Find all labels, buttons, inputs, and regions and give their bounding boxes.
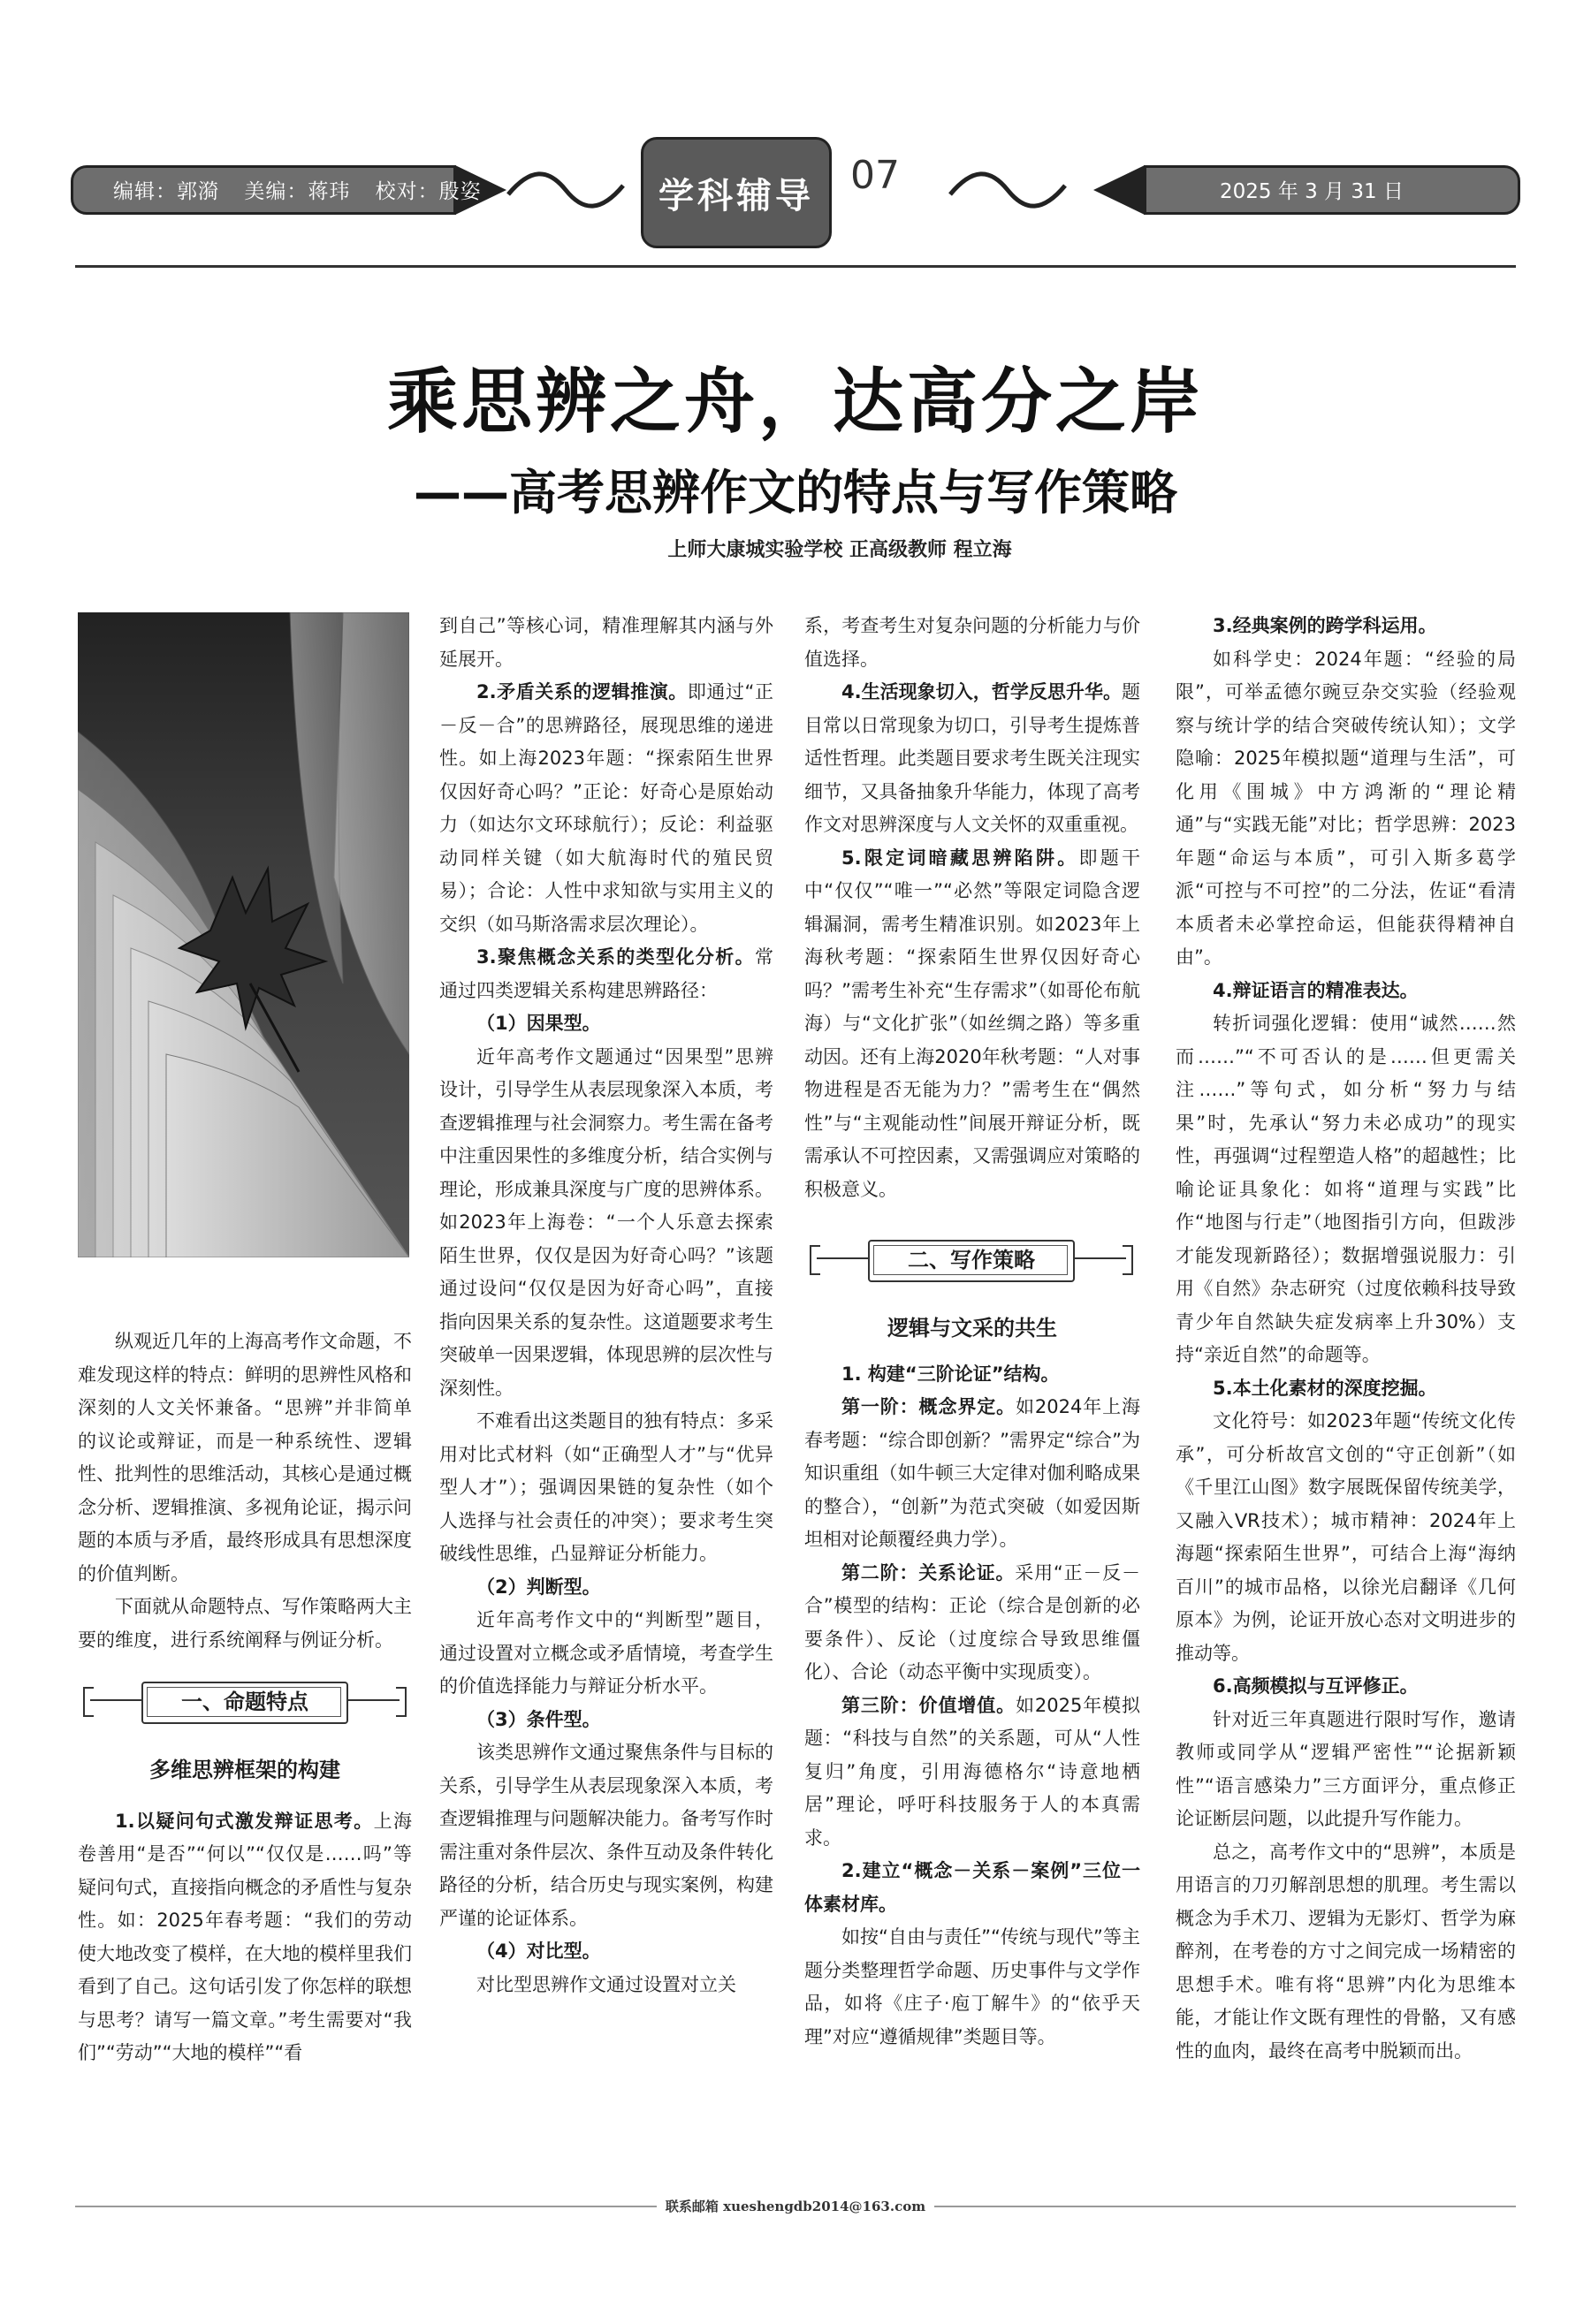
type-causal-paragraph-1: 近年高考作文题通过“因果型”思辨设计，引导学生从表层现象深入本质，考查逻辑推理与社会洞察力。考生需在备考中注重因果性的多维度分析，结合实例与理论，形成兼具深度与广度的思辨体系。如2023年上海卷：“一个人乐意去探索陌生世界，仅仅是因为好奇心吗？”该题通过设问“仅仅是因为好奇心吗”，直接指向因果关系的复杂性。这道题要求考生突破单一因果逻辑，体现思辨的层次性与深刻性。	[439, 1045, 773, 1399]
strategy-5-paragraph: 文化符号：如2023年题“传统文化传承”，可分析故宫文创的“守正创新”（如《千里江山图》数字展既保留传统美学，又融入VR技术）；城市精神：2024年上海题“探索陌生世界”，可结合上海“海纳百川”的城市品格，以徐光启翻译《几何原本》为例，论证开放心态对文明进步的推动等。	[1176, 1410, 1516, 1664]
type-condition-heading: （3）条件型。	[476, 1708, 601, 1730]
column-3	[804, 610, 1140, 2054]
point-5: 5.限定词暗藏思辨陷阱。即题干中“仅仅”“唯一”“必然”等限定词隐含逻辑漏洞，需考生精准识别。如2023年上海秋考题：“探索陌生世界仅因好奇心吗？”需考生补充“生存需求”（如哥伦布航海）与“文化扩张”（如丝绸之路）等多重动因。还有上海2020年秋考题：“人对事物进程是否无能为力？”需考生在“偶然性”与“主观能动性”间展开辩证分析，既需承认不可控因素，又需强调应对策略的积极意义。	[804, 847, 1141, 1200]
strategy-2-paragraph: 如按“自由与责任”“传统与现代”等主题分类整理哲学命题、历史事件与文学作品，如将《庄子·庖丁解牛》的“依乎天理”对应“遵循规律”类题目等。	[804, 1926, 1140, 2047]
strategy-3-paragraph: 如科学史：2024年题：“经验的局限”，可举孟德尔豌豆杂交实验（经验观察与统计学的结合突破传统认知）；文学隐喻：2025年模拟题“道理与生活”，可化用《围城》中方鸿渐的“理论精通”与“实践无能”对比；哲学思辨：2023年题“命运与本质”，可引入斯多葛学派“可控与不可控”的二分法，佐证“看清本质者未必掌控命运，但能获得精神自由”。	[1176, 648, 1516, 968]
author-byline: 上师大康城实验学校 正高级教师 程立海	[667, 539, 1012, 561]
article-title: 乘思辨之舟，达高分之岸	[387, 361, 1204, 443]
strategy-3-heading: 3.经典案例的跨学科运用。	[1213, 615, 1437, 636]
contact-email: 联系邮箱 xueshengdb2014@163.com	[657, 2199, 934, 2214]
issue-date: 2025 年 3 月 31 日	[1220, 180, 1404, 203]
continued-paragraph: 系，考查考生对复杂问题的分析能力与价值选择。	[804, 615, 1140, 670]
strategy-4-heading: 4.辩证语言的精准表达。	[1213, 979, 1419, 1001]
column-2	[439, 610, 773, 2001]
type-judgment-heading: （2）判断型。	[476, 1576, 601, 1598]
intro-paragraph-2: 下面就从命题特点、写作策略两大主要的维度，进行系统阐释与例证分析。	[78, 1596, 412, 1651]
column-1	[78, 1325, 412, 2070]
strategy-5-heading: 5.本土化素材的深度挖掘。	[1213, 1377, 1437, 1399]
type-contrast-paragraph: 对比型思辨作文通过设置对立关	[476, 1973, 736, 1995]
strategy-6-paragraph: 针对近三年真题进行限时写作，邀请教师或同学从“逻辑严密性”“论据新颖性”“语言感染力”三方面评分，重点修正论证断层问题，以此提升写作能力。	[1176, 1708, 1516, 1829]
section-header-features	[78, 1678, 412, 1728]
article-subtitle: ——高考思辨作文的特点与写作策略	[414, 465, 1177, 520]
column-4	[1176, 610, 1516, 2068]
type-causal-paragraph-2: 不难看出这类题目的独有特点：多采用对比式材料（如“正确型人才”与“优异型人才”）；强调因果链的复杂性（如个人选择与社会责任的冲突）；要求考生突破线性思维，凸显辩证分析能力。	[439, 1410, 773, 1564]
book-leaf-photo	[78, 612, 409, 1257]
masthead-credits	[113, 175, 499, 204]
strategy-1-step-1: 第一阶：概念界定。如2024年上海春考题：“综合即创新？”需界定“综合”为知识重组（如牛顿三大定律对伽利略成果的整合），“创新”为范式突破（如爱因斯坦相对论颠覆经典力学）。	[804, 1396, 1140, 1550]
masthead	[71, 146, 1520, 234]
strategy-1-step-3: 第三阶：价值增值。如2025年模拟题：“科技与自然”的关系题，可从“人性复归”角度，引用海德格尔“诗意地栖居”理论，呼吁科技服务于人的本真需求。	[804, 1694, 1140, 1849]
art-editor-credit: 美编：蒋玮	[244, 180, 351, 203]
strategy-2-heading: 2.建立“概念－关系－案例”三位一体素材库。	[804, 1860, 1140, 1915]
section-label: 一、命题特点	[181, 1690, 308, 1714]
section-subtitle: 多维思辨框架的构建	[149, 1758, 340, 1782]
wave-ornament-right	[946, 163, 1070, 216]
strategy-1-step-2: 第二阶：关系论证。采用“正－反－合”模型的结构：正论（综合是创新的必要条件）、反论（过度综合导致思维僵化）、合论（动态平衡中实现质变）。	[804, 1561, 1140, 1682]
section-title: 学科辅导	[641, 137, 832, 248]
conclusion-paragraph: 总之，高考作文中的“思辨”，本质是用语言的刀刃解剖思想的肌理。考生需以概念为手术刀、逻辑为无影灯、哲学为麻醉剂，在考卷的方寸之间完成一场精密的思想手术。唯有将“思辨”内化为思维本能，才能让作文既有理性的骨骼，又有感性的血肉，最终在高考中脱颖而出。	[1176, 1841, 1516, 2062]
section-header-strategies	[804, 1236, 1140, 1286]
type-judgment-paragraph: 近年高考作文中的“判断型”题目，通过设置对立概念或矛盾情境，考查学生的价值选择能力与辩证分析水平。	[439, 1609, 773, 1697]
point-2: 2.矛盾关系的逻辑推演。即通过“正－反－合”的思辨路径，展现思维的递进性。如上海2023年题：“探索陌生世界仅因好奇心吗？”正论：好奇心是原始动力（如达尔文环球航行）；反论：利益驱动同样关键（如大航海时代的殖民贸易）；合论：人性中求知欲与实用主义的交织（如马斯洛需求层次理论）。	[439, 681, 773, 935]
editor-credit: 编辑：郭漪	[113, 180, 219, 203]
type-causal-heading: （1）因果型。	[476, 1013, 601, 1034]
type-condition-paragraph: 该类思辨作文通过聚焦条件与目标的关系，引导学生从表层现象深入本质，考查逻辑推理与问题解决能力。备考写作时需注重对条件层次、条件互动及条件转化路径的分析，结合历史与现实案例，构建严谨的论证体系。	[439, 1742, 773, 1929]
strategy-4-paragraph: 转折词强化逻辑：使用“诚然……然而……”“不可否认的是……但更需关注……”等句式，如分析“努力与结果”时，先承认“努力未必成功”的现实性，再强调“过程塑造人格”的超越性；比喻论证具象化：如将“道理与实践”比作“地图与行走”（地图指引方向，但跋涉才能发现新路径）；数据增强说服力：引用《自然》杂志研究（过度依赖科技导致青少年自然缺失症发病率上升30%）支持“亲近自然”的命题等。	[1176, 1013, 1516, 1365]
point-3: 3.聚焦概念关系的类型化分析。常通过四类逻辑关系构建思辨路径：	[439, 946, 773, 1001]
point-1: 1.以疑问句式激发辩证思考。上海卷善用“是否”“何以”“仅仅是……吗”等疑问句式，直接指向概念的矛盾性与复杂性。如：2025年春考题：“我们的劳动使大地改变了模样，在大地的模样里我们看到了自己。这句话引发了你怎样的联想与思考？请写一篇文章。”考生需要对“我们”“劳动”“大地的模样”“看	[78, 1810, 412, 2063]
point-4: 4.生活现象切入，哲学反思升华。题目常以日常现象为切口，引导考生提炼普适性哲理。此类题目要求考生既关注现实细节，又具备抽象升华能力，体现了高考作文对思辨深度与人文关怀的双重重视。	[804, 681, 1140, 835]
strategy-6-heading: 6.高频模拟与互评修正。	[1213, 1675, 1419, 1697]
wave-ornament-left	[504, 163, 628, 216]
section-subtitle: 逻辑与文采的共生	[887, 1316, 1057, 1340]
footer	[0, 2197, 1591, 2215]
proofreader-credit: 校对：殷姿	[375, 180, 482, 203]
page-number: 07	[850, 153, 900, 198]
header-rule	[75, 265, 1516, 268]
intro-paragraph-1: 纵观近几年的上海高考作文命题，不难发现这样的特点：鲜明的思辨性风格和深刻的人文关怀兼备。“思辨”并非简单的议论或辩证，而是一种系统性、逻辑性、批判性的思维活动，其核心是通过概念分析、逻辑推演、多视角论证，揭示问题的本质与矛盾，最终形成具有思想深度的价值判断。	[78, 1331, 412, 1584]
strategy-1-heading: 1. 构建“三阶论证”结构。	[841, 1363, 1060, 1385]
type-contrast-heading: （4）对比型。	[476, 1940, 601, 1962]
section-label: 二、写作策略	[908, 1248, 1035, 1272]
continued-paragraph: 到自己”等核心词，精准理解其内涵与外延展开。	[439, 615, 773, 670]
